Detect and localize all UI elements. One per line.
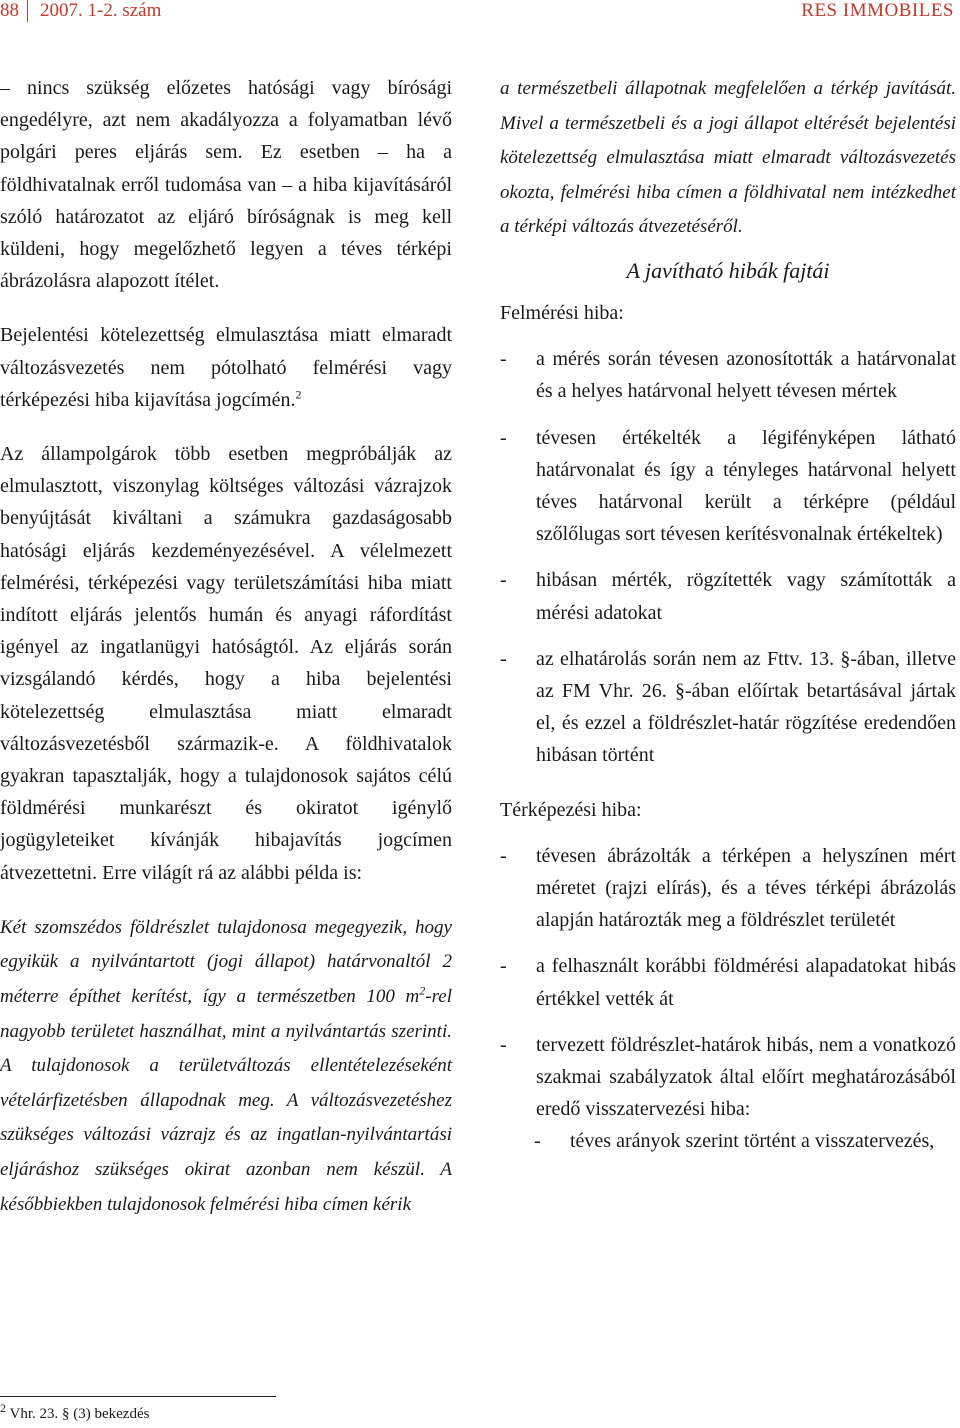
issue-label: 2007. 1-2. szám [40, 0, 162, 21]
footnote-text: Vhr. 23. § (3) bekezdés [9, 1406, 150, 1422]
list-item-text: az elhatárolás során nem az Fttv. 13. §-ában, illetve az FM Vhr. 26. §-ában előírtak betartásával jártak el, és ezzel a földrészlet-határ rögzítése eredendően hibásan történt [536, 647, 956, 767]
list-item [500, 564, 956, 628]
section-felmeresi: Felmérési hiba: [500, 301, 624, 324]
dash-marker: - [500, 1033, 507, 1056]
footnote-mark: 2 [0, 1401, 6, 1415]
continuation-paragraph: a természetbeli állapotnak megfelelően a térkép javítását. Mivel a természetbeli és a jogi állapot eltérését bejelentési kötelezettség elmulasztása miatt elmaradt változásvezetés okozta, felmérési hiba címen a földhivatal nem intézkedhet a térképi változás átvezetéséről. [500, 78, 956, 238]
list-item-text: a felhasznált korábbi földmérési alapadatokat hibás értékkel vették át [536, 955, 956, 1010]
sub-list-item [500, 1125, 956, 1157]
dash-marker: - [500, 647, 507, 670]
example-text-a: Két szomszédos földrészlet tulajdonosa megegyezik, hogy egyikük a nyilvántartott (jogi állapot) határvonaltól 2 méterre építhet kerítést, így a természetben 100 m [0, 916, 452, 1008]
dash-marker: - [500, 955, 507, 978]
paragraph-3: Az állampolgárok több esetben megpróbálják az elmulasztott, viszonylag költséges változási vázrajzok benyújtását kiváltani a számukra gazdaságosabb hatósági eljárás kezdeményezésével. A vélelmezett felmérési, térképezési vagy területszámítási hiba miatt indított eljárás jelentős humán és anyagi ráfordítást igényel az ingatlanügyi hatóságtól. Az eljárás során vizsgálandó kérdés, hogy a hiba bejelentési kötelezettség elmulasztása miatt elmaradt változásvezetésből származik-e. A földhivatalok gyakran tapasztalják, hogy a tulajdonosok sajátos célú földmérési munkarészt és okiratot igénylő jogügyleteiket kívánják hibajavítás jogcímen átvezettetni. Erre világít rá az alábbi példa is: [0, 443, 452, 884]
paragraph-2-text: Bejelentési kötelezettség elmulasztása miatt elmaradt változásvezetés nem pótolható felmérési vagy térképezési hiba kijavítása jogcímén. [0, 324, 452, 411]
dash-marker: - [500, 426, 507, 449]
section-terkepezesi: Térképezési hiba: [500, 798, 642, 821]
unit-superscript: 2 [419, 983, 426, 998]
left-column [0, 72, 452, 1222]
publication-title: RES IMMOBILES [801, 0, 954, 21]
list-item [500, 422, 956, 551]
example-paragraph [0, 911, 452, 1222]
list-item-text: tévesen értékelték a légifényképen látható határvonalat és így a tényleges határvonal helyett téves határvonal került a térképre (például szőlőlugas sort tévesen kerítésvonalnak értékeltek) [536, 426, 956, 546]
page-number: 88 [0, 0, 28, 22]
paragraph-2 [0, 319, 452, 416]
list-item [500, 950, 956, 1014]
sub-list-item-text: téves arányok szerint történt a visszatervezés, [570, 1130, 935, 1153]
right-column [500, 72, 956, 1158]
list-item-text: tévesen ábrázolták a térképen a helyszínen mért méretet (rajzi elírás), és a téves térképi ábrázolás alapján határozták meg a földrészlet területét [536, 844, 956, 932]
dash-marker: - [500, 569, 507, 592]
footnote [0, 1401, 150, 1424]
footnote-ref: 2 [295, 387, 302, 402]
list-item-text: hibásan mérték, rögzítették vagy számították a mérési adatokat [536, 569, 956, 624]
list-item [500, 643, 956, 772]
list-item [500, 840, 956, 937]
dash-marker: - [500, 844, 507, 867]
list-item [500, 1029, 956, 1126]
list-item-text: a mérés során tévesen azonosították a határvonalat és a helyes határvonal helyett tévesen mértek [536, 348, 956, 403]
example-text-b: -rel nagyobb területet használhat, mint a nyilvántartás szerinti. A tulajdonosok a területváltozás ellentételezéseként vételárfizetésben állapodnak meg. A változásvezetéshez szükséges változási vázrajz és az ingatlan-nyilvántartási eljáráshoz szükséges okirat azonban nem készül. A későbbiekben tulajdonosok felmérési hiba címen kérik [0, 986, 452, 1215]
dash-marker: - [534, 1130, 541, 1153]
list-item-text: tervezett földrészlet-határok hibás, nem a vonatkozó szakmai szabályzatok által előírt meghatározásából eredő visszatervezési hiba: [536, 1033, 956, 1121]
dash-marker: - [500, 348, 507, 371]
footnote-divider [0, 1396, 276, 1397]
page-header [0, 0, 960, 28]
section-heading: A javítható hibák fajtái [626, 257, 830, 283]
paragraph-1: – nincs szükség előzetes hatósági vagy bírósági engedélyre, azt nem akadályozza a folyamatban lévő polgári peres eljárás sem. Ez esetben – ha a földhivatalnak erről tudomása van – a hiba kijavításáról szóló határozatot az eljáró bíróságnak is meg kell küldeni, hogy megelőzhető legyen a téves térképi ábrázolásra alapozott ítélet. [0, 77, 452, 293]
list-item [500, 343, 956, 407]
